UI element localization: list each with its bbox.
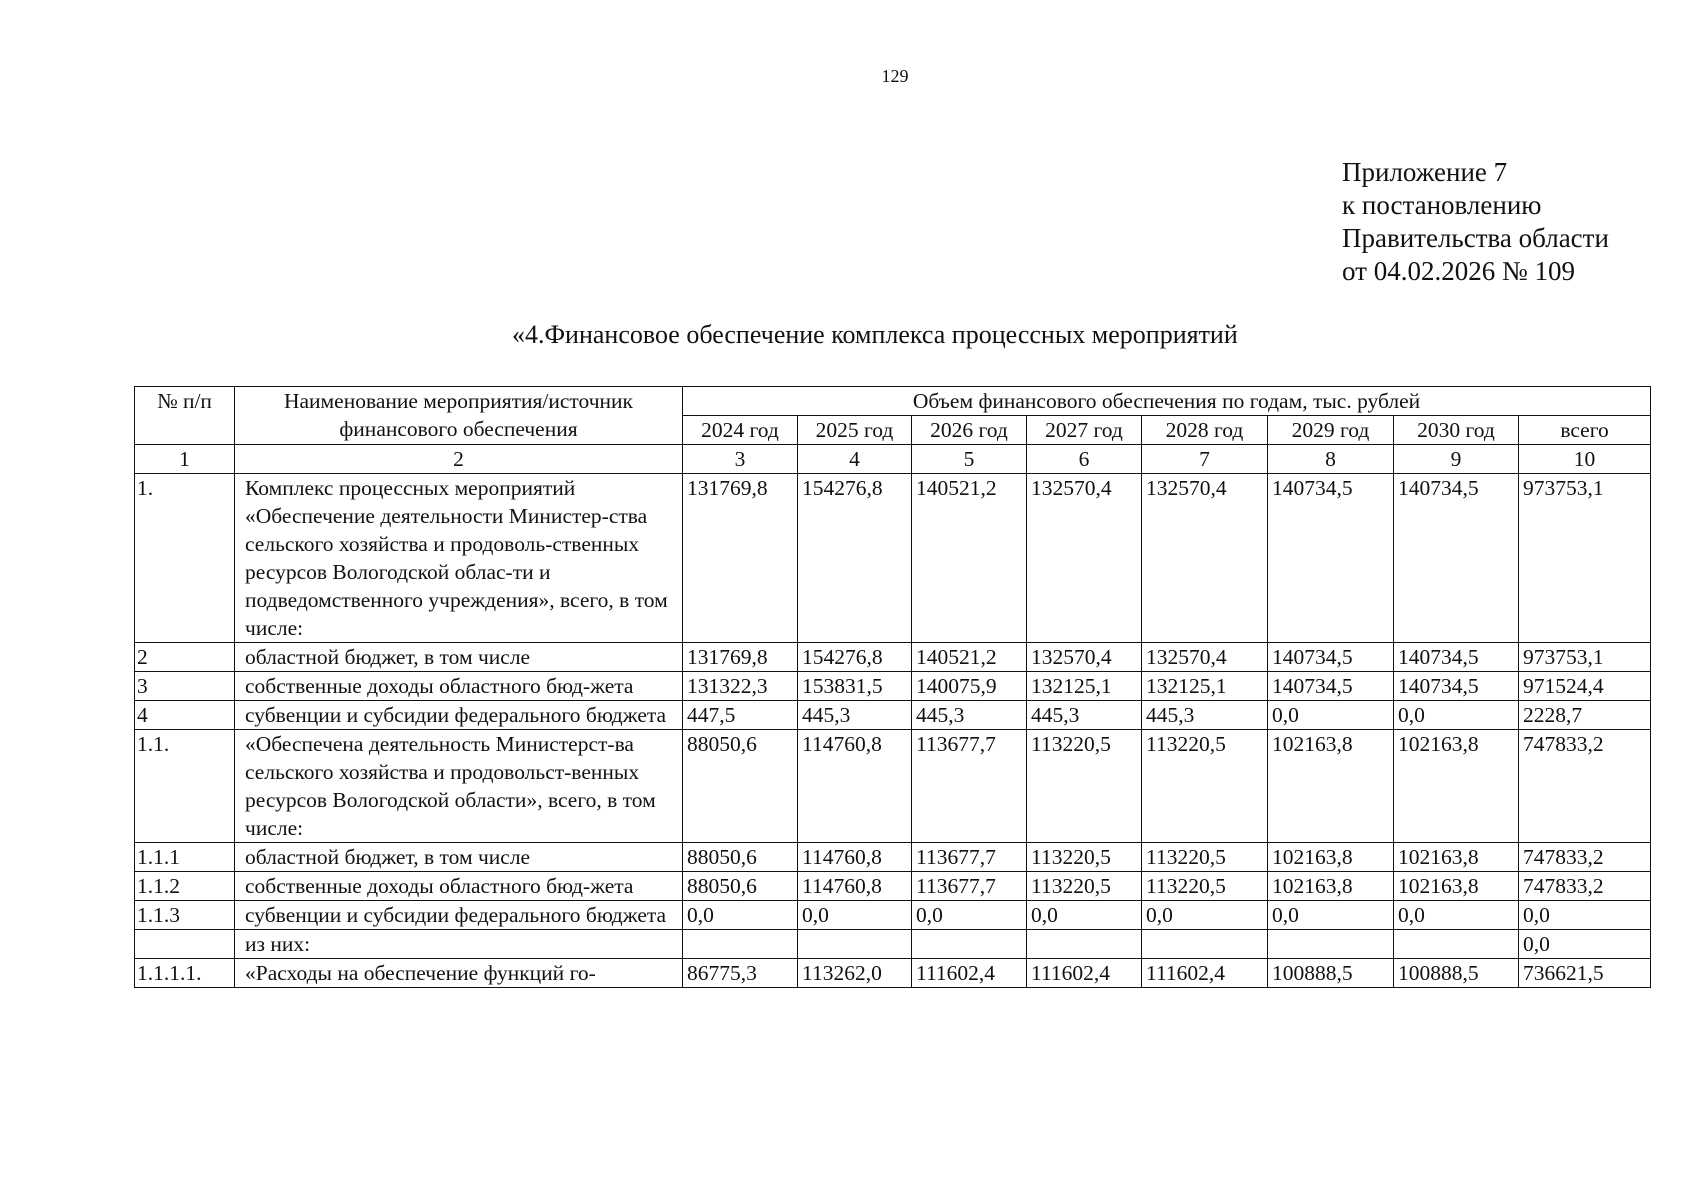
row-number: 2: [135, 643, 235, 672]
row-value: 111602,4: [1142, 959, 1268, 988]
row-value: 140734,5: [1268, 474, 1394, 643]
table-row: [135, 672, 1651, 701]
row-name: собственные доходы областного бюд-жета: [235, 672, 683, 701]
header-column-number-3: 4: [798, 445, 912, 474]
row-value: 0,0: [912, 901, 1027, 930]
row-value: 447,5: [683, 701, 798, 730]
row-value: 113262,0: [798, 959, 912, 988]
row-value: 154276,8: [798, 643, 912, 672]
header-year-1: 2025 год: [798, 416, 912, 445]
row-number: 1.1.2: [135, 872, 235, 901]
table-row: [135, 701, 1651, 730]
row-value: 2228,7: [1519, 701, 1651, 730]
header-year-5: 2029 год: [1268, 416, 1394, 445]
row-number: 4: [135, 701, 235, 730]
row-value: 140734,5: [1394, 672, 1519, 701]
header-column-number-2: 3: [683, 445, 798, 474]
row-value: 0,0: [1027, 901, 1142, 930]
row-value: 973753,1: [1519, 643, 1651, 672]
row-number: 3: [135, 672, 235, 701]
row-name: собственные доходы областного бюд-жета: [235, 872, 683, 901]
row-value: [912, 930, 1027, 959]
row-value: 113677,7: [912, 843, 1027, 872]
header-column-number-0: 1: [135, 445, 235, 474]
header-year-4: 2028 год: [1142, 416, 1268, 445]
row-name: областной бюджет, в том числе: [235, 843, 683, 872]
row-value: 0,0: [798, 901, 912, 930]
row-value: 88050,6: [683, 843, 798, 872]
header-volume-group: Объем финансового обеспечения по годам, тыс. рублей: [683, 387, 1651, 416]
appendix-line-3: Правительства области: [1342, 223, 1609, 253]
row-value: 114760,8: [798, 843, 912, 872]
row-value: 113677,7: [912, 730, 1027, 843]
row-value: 86775,3: [683, 959, 798, 988]
row-number: 1.1.1: [135, 843, 235, 872]
row-value: 132570,4: [1027, 643, 1142, 672]
row-value: 113220,5: [1142, 872, 1268, 901]
appendix-block: [1342, 156, 1609, 288]
row-value: 113220,5: [1142, 730, 1268, 843]
row-value: 747833,2: [1519, 872, 1651, 901]
row-name: Комплекс процессных мероприятий «Обеспечение деятельности Министер-ства сельского хозяйства и продоволь-ственных ресурсов Вологодской облас-ти и подведомственного учреждения», всего, в том числе:: [235, 474, 683, 643]
header-name: Наименование мероприятия/источник финансового обеспечения: [235, 387, 683, 445]
row-value: 140075,9: [912, 672, 1027, 701]
table-row: [135, 843, 1651, 872]
row-value: [1394, 930, 1519, 959]
row-value: 100888,5: [1394, 959, 1519, 988]
row-value: 747833,2: [1519, 730, 1651, 843]
row-value: 113677,7: [912, 872, 1027, 901]
row-value: 445,3: [798, 701, 912, 730]
row-value: 0,0: [1519, 901, 1651, 930]
row-value: [1142, 930, 1268, 959]
row-value: 0,0: [1268, 701, 1394, 730]
row-value: 102163,8: [1394, 730, 1519, 843]
header-column-numbers-row: [135, 445, 1651, 474]
header-year-3: 2027 год: [1027, 416, 1142, 445]
row-value: 131769,8: [683, 643, 798, 672]
table-row: [135, 872, 1651, 901]
row-value: 131769,8: [683, 474, 798, 643]
row-value: 0,0: [1394, 701, 1519, 730]
row-name: «Обеспечена деятельность Министерст-ва сельского хозяйства и продовольст-венных ресурсов Вологодской области», всего, в том числе:: [235, 730, 683, 843]
row-value: 113220,5: [1027, 872, 1142, 901]
header-column-number-4: 5: [912, 445, 1027, 474]
row-value: 102163,8: [1268, 730, 1394, 843]
row-number: 1.1.3: [135, 901, 235, 930]
row-value: 88050,6: [683, 872, 798, 901]
row-value: [1027, 930, 1142, 959]
row-value: 140734,5: [1268, 672, 1394, 701]
row-value: 445,3: [912, 701, 1027, 730]
row-value: 140734,5: [1394, 643, 1519, 672]
header-year-7: всего: [1519, 416, 1651, 445]
row-value: 140521,2: [912, 474, 1027, 643]
row-value: 102163,8: [1268, 843, 1394, 872]
row-name: «Расходы на обеспечение функций го-: [235, 959, 683, 988]
appendix-line-4: от 04.02.2026 № 109: [1342, 256, 1575, 286]
row-value: 114760,8: [798, 872, 912, 901]
row-name: субвенции и субсидии федерального бюджета: [235, 901, 683, 930]
header-column-number-6: 7: [1142, 445, 1268, 474]
header-num: № п/п: [135, 387, 235, 445]
row-value: 132570,4: [1142, 643, 1268, 672]
table-row: [135, 930, 1651, 959]
row-value: 131322,3: [683, 672, 798, 701]
header-column-number-5: 6: [1027, 445, 1142, 474]
row-value: 140734,5: [1268, 643, 1394, 672]
header-column-number-9: 10: [1519, 445, 1651, 474]
row-value: 0,0: [1142, 901, 1268, 930]
table-row: [135, 959, 1651, 988]
appendix-line-2: к постановлению: [1342, 190, 1542, 220]
row-value: 111602,4: [1027, 959, 1142, 988]
row-name: субвенции и субсидии федерального бюджета: [235, 701, 683, 730]
row-value: 132125,1: [1027, 672, 1142, 701]
row-value: 736621,5: [1519, 959, 1651, 988]
document-title: «4.Финансовое обеспечение комплекса процессных мероприятий: [512, 320, 1238, 349]
row-value: 747833,2: [1519, 843, 1651, 872]
row-value: 132570,4: [1027, 474, 1142, 643]
table-row: [135, 901, 1651, 930]
row-value: 0,0: [1519, 930, 1651, 959]
row-value: [798, 930, 912, 959]
row-value: [1268, 930, 1394, 959]
table-row: [135, 730, 1651, 843]
row-value: 88050,6: [683, 730, 798, 843]
header-column-number-8: 9: [1394, 445, 1519, 474]
row-value: 113220,5: [1142, 843, 1268, 872]
row-value: 140734,5: [1394, 474, 1519, 643]
table-row: [135, 474, 1651, 643]
appendix-line-1: Приложение 7: [1342, 157, 1508, 187]
row-name: областной бюджет, в том числе: [235, 643, 683, 672]
row-number: 1.1.: [135, 730, 235, 843]
header-year-6: 2030 год: [1394, 416, 1519, 445]
row-number: 1.: [135, 474, 235, 643]
row-value: 132125,1: [1142, 672, 1268, 701]
row-value: 113220,5: [1027, 843, 1142, 872]
row-value: 0,0: [1268, 901, 1394, 930]
row-value: 445,3: [1142, 701, 1268, 730]
row-name: из них:: [235, 930, 683, 959]
row-value: 971524,4: [1519, 672, 1651, 701]
row-value: 445,3: [1027, 701, 1142, 730]
row-value: 113220,5: [1027, 730, 1142, 843]
row-value: 102163,8: [1394, 872, 1519, 901]
row-value: 0,0: [683, 901, 798, 930]
row-value: 153831,5: [798, 672, 912, 701]
header-year-2: 2026 год: [912, 416, 1027, 445]
row-value: 102163,8: [1394, 843, 1519, 872]
row-value: 132570,4: [1142, 474, 1268, 643]
row-value: 114760,8: [798, 730, 912, 843]
row-value: 140521,2: [912, 643, 1027, 672]
header-year-0: 2024 год: [683, 416, 798, 445]
row-value: 973753,1: [1519, 474, 1651, 643]
row-number: [135, 930, 235, 959]
row-value: [683, 930, 798, 959]
row-number: 1.1.1.1.: [135, 959, 235, 988]
header-column-number-1: 2: [235, 445, 683, 474]
row-value: 154276,8: [798, 474, 912, 643]
header-row-1: [135, 387, 1651, 416]
row-value: 0,0: [1394, 901, 1519, 930]
row-value: 102163,8: [1268, 872, 1394, 901]
page-number: 129: [881, 66, 909, 86]
row-value: 111602,4: [912, 959, 1027, 988]
row-value: 100888,5: [1268, 959, 1394, 988]
financing-table: [134, 386, 1651, 988]
header-column-number-7: 8: [1268, 445, 1394, 474]
table-row: [135, 643, 1651, 672]
